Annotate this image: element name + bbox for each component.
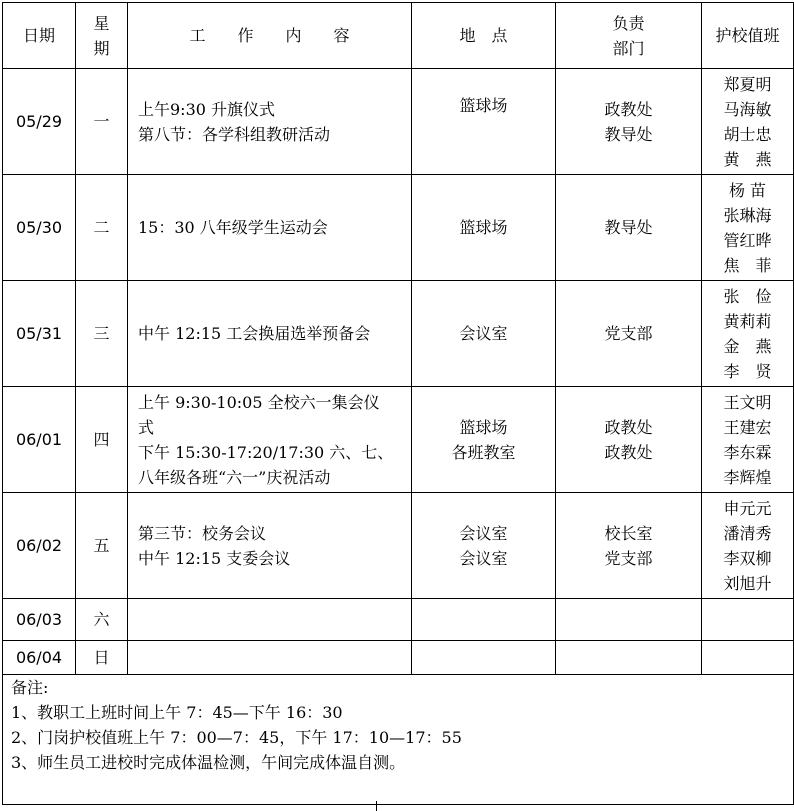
row-date: 06/02 [3, 493, 76, 599]
table-row [3, 175, 794, 281]
row-duty: 张 俭 黄莉莉 金 燕 李 贤 [702, 281, 794, 387]
row-dept: 校长室 党支部 [556, 493, 702, 599]
header-place: 地 点 [412, 3, 556, 69]
notes-title: 备注: [11, 678, 49, 697]
row-duty: 杨 苗 张琳海 管红晔 焦 菲 [702, 175, 794, 281]
row-dept: 党支部 [556, 281, 702, 387]
row-content: 第三节：校务会议 中午 12:15 支委会议 [128, 493, 412, 599]
row-place [412, 641, 556, 675]
header-content: 工 作 内 容 [128, 3, 412, 69]
row-weekday: 三 [76, 281, 128, 387]
row-duty [702, 641, 794, 675]
row-duty: 申元元 潘清秀 李双柳 刘旭升 [702, 493, 794, 599]
page-divider-mark [376, 801, 377, 811]
row-date: 05/30 [3, 175, 76, 281]
row-duty: 王文明 王建宏 李东霖 李辉煌 [702, 387, 794, 493]
row-content: 中午 12:15 工会换届选举预备会 [128, 281, 412, 387]
notes-cell [3, 675, 794, 805]
note-item: 1、教职工上班时间上午 7：45—下午 16：30 [11, 703, 343, 722]
row-weekday: 一 [76, 69, 128, 175]
table-row [3, 599, 794, 641]
row-date: 06/04 [3, 641, 76, 675]
row-dept: 政教处 政教处 [556, 387, 702, 493]
row-dept: 教导处 [556, 175, 702, 281]
table-row [3, 641, 794, 675]
header-row [3, 3, 794, 69]
notes-row [3, 675, 794, 805]
row-duty: 郑夏明 马海敏 胡士忠 黄 燕 [702, 69, 794, 175]
row-content [128, 641, 412, 675]
row-date: 06/01 [3, 387, 76, 493]
row-dept: 政教处 教导处 [556, 69, 702, 175]
row-place: 篮球场 [412, 69, 556, 175]
row-content: 15：30 八年级学生运动会 [128, 175, 412, 281]
row-date: 05/29 [3, 69, 76, 175]
table-row [3, 387, 794, 493]
header-dept: 负责 部门 [556, 3, 702, 69]
row-place: 篮球场 [412, 175, 556, 281]
row-weekday: 四 [76, 387, 128, 493]
note-item: 3、师生员工进校时完成体温检测，午间完成体温自测。 [11, 753, 406, 772]
row-weekday: 六 [76, 599, 128, 641]
table-row [3, 69, 794, 175]
row-content [128, 599, 412, 641]
header-weekday: 星 期 [76, 3, 128, 69]
row-duty [702, 599, 794, 641]
table-row [3, 281, 794, 387]
row-date: 06/03 [3, 599, 76, 641]
row-weekday: 日 [76, 641, 128, 675]
note-item: 2、门岗护校值班上午 7：00—7：45，下午 17：10—17：55 [11, 728, 462, 747]
row-weekday: 五 [76, 493, 128, 599]
row-place: 篮球场 各班教室 [412, 387, 556, 493]
row-content: 上午 9:30-10:05 全校六一集会仪 式 下午 15:30-17:20/17:30 六、七、 八年级各班“六一”庆祝活动 [128, 387, 412, 493]
row-place: 会议室 [412, 281, 556, 387]
row-content: 上午9:30 升旗仪式 第八节：各学科组教研活动 [128, 69, 412, 175]
row-date: 05/31 [3, 281, 76, 387]
row-place [412, 599, 556, 641]
row-weekday: 二 [76, 175, 128, 281]
row-dept [556, 599, 702, 641]
row-place: 会议室 会议室 [412, 493, 556, 599]
header-duty: 护校值班 [702, 3, 794, 69]
header-date: 日期 [3, 3, 76, 69]
duty-schedule-table [2, 2, 794, 805]
row-dept [556, 641, 702, 675]
table-row [3, 493, 794, 599]
